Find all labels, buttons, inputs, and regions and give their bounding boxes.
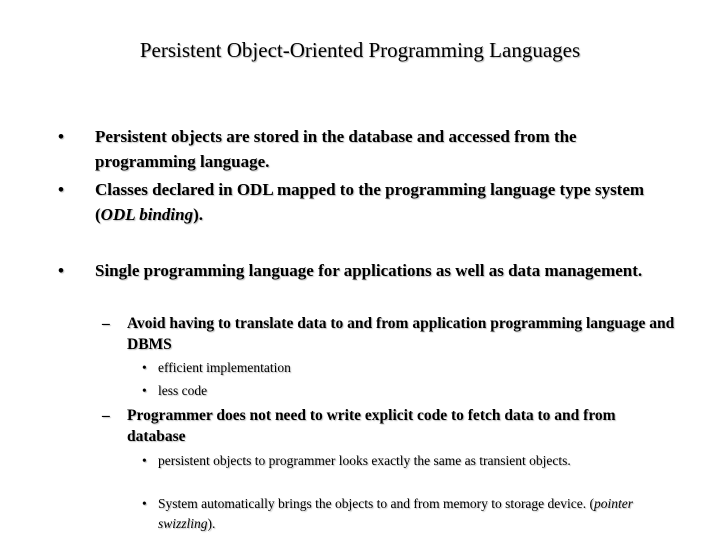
bullet-marker: •	[58, 261, 64, 280]
sub-bullet-item	[102, 405, 672, 447]
sub-sub-bullet-item	[142, 451, 658, 471]
bullet-text: Single programming language for applications as well as data management.	[95, 261, 643, 280]
dash-marker: –	[102, 315, 110, 332]
sub-sub-bullet-italic-text: pointer swizzling	[158, 496, 634, 531]
bullet-italic-text: ODL binding	[100, 205, 194, 224]
bullet-marker: •	[142, 496, 147, 511]
sub-sub-bullet-text: persistent objects to programmer looks exactly the same as transient objects.	[158, 453, 571, 468]
bullet-text: Classes declared in ODL mapped to the programming language type system (	[95, 180, 645, 224]
slide-title: Persistent Object-Oriented Programming Languages	[139, 38, 581, 62]
bullet-marker: •	[142, 360, 147, 375]
sub-sub-bullet-text: less code	[158, 383, 208, 398]
bullet-item	[58, 258, 680, 283]
bullet-item	[58, 124, 680, 174]
bullet-item	[58, 177, 680, 227]
sub-bullet-item	[102, 313, 687, 355]
bullet-marker: •	[58, 127, 64, 146]
sub-sub-bullet-text-end: ).	[207, 515, 216, 531]
sub-bullet-text: Programmer does not need to write explicit code to fetch data to and from database	[127, 407, 616, 445]
bullet-marker: •	[142, 453, 147, 468]
bullet-marker: •	[58, 180, 64, 199]
bullet-text-end: ).	[193, 205, 204, 224]
sub-sub-bullet-item	[142, 358, 678, 378]
dash-marker: –	[102, 407, 110, 424]
sub-bullet-text: Avoid having to translate data to and from application programming language and DBMS	[127, 315, 675, 353]
sub-sub-bullet-text: System automatically brings the objects to and from memory to storage device. (	[158, 496, 595, 511]
sub-sub-bullet-text: efficient implementation	[158, 360, 291, 375]
bullet-text: Persistent objects are stored in the database and accessed from the programming language.	[95, 127, 577, 171]
bullet-marker: •	[142, 383, 147, 398]
sub-sub-bullet-item	[142, 494, 678, 533]
sub-sub-bullet-item	[142, 381, 678, 401]
